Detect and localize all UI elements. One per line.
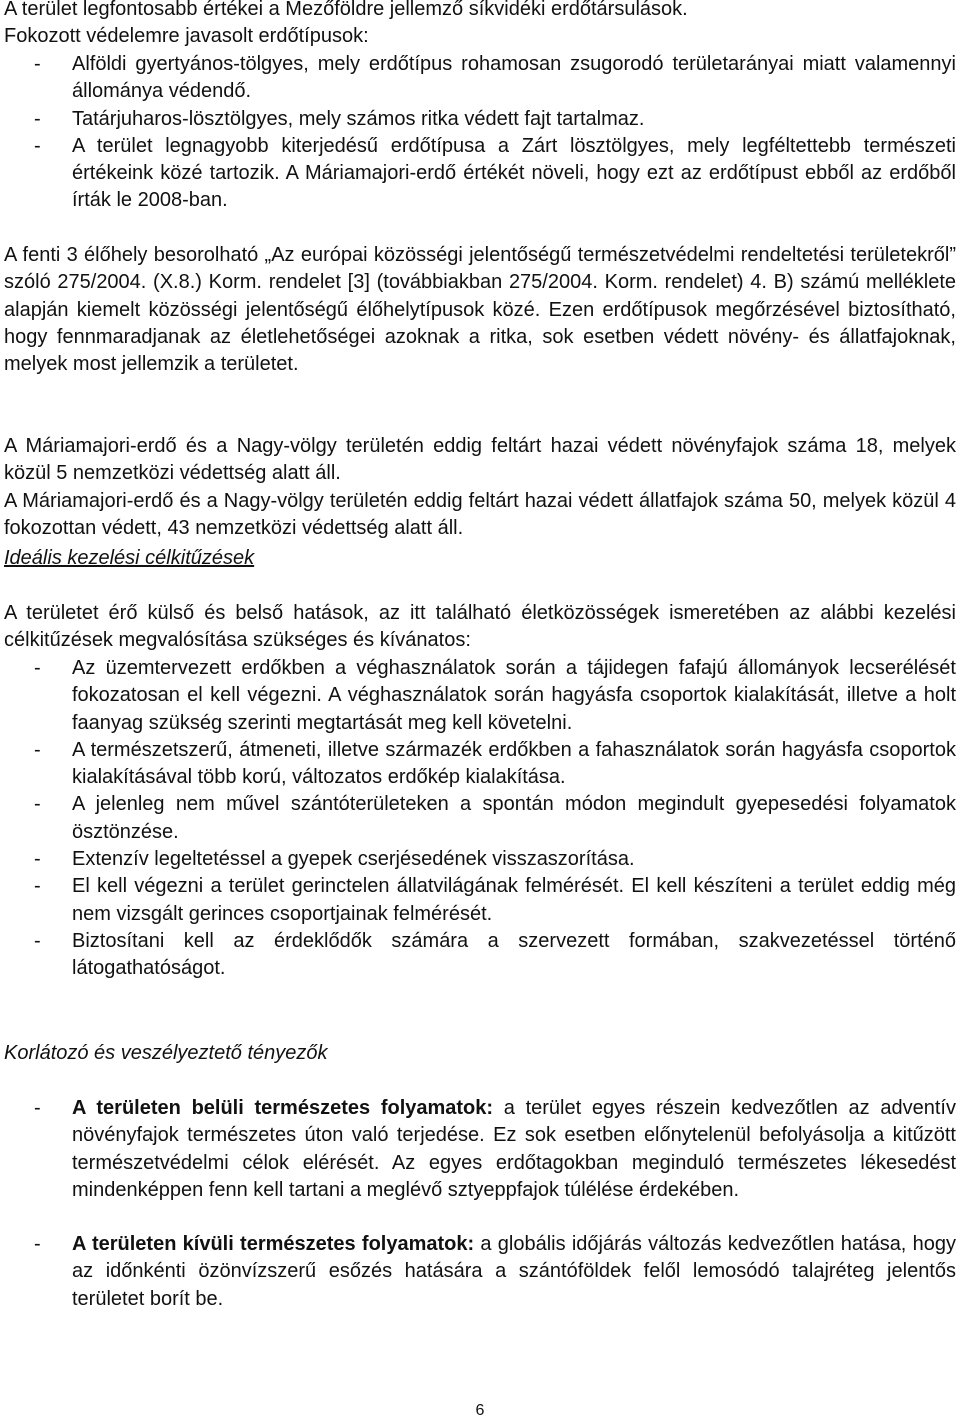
list-item: - Biztosítani kell az érdeklődők számára a szervezett formában, szakvezetéssel történő látogathatóságot. bbox=[34, 929, 956, 980]
intro-list-title: Fokozott védelemre javasolt erdőtípusok: bbox=[4, 25, 369, 47]
intro-paragraph: A terület legfontosabb értékei a Mezőföldre jellemző síkvidéki erdőtársulások. bbox=[4, 0, 688, 20]
list-item: - El kell végezni a terület gerinctelen állatvilágának felmérését. El kell készíteni a terület eddig még nem vizsgált gerinces csoportjainak felmérését. bbox=[34, 875, 956, 925]
plant-species-paragraph: A Máriamajori-erdő és a Nagy-völgy területén eddig feltárt hazai védett növényfajok száma 18, melyek közül 5 nemzetközi védettség alatt áll. bbox=[4, 435, 956, 485]
section-heading: Ideális kezelési célkitűzések bbox=[4, 547, 255, 569]
habitat-paragraph: A fenti 3 élőhely besorolható „Az európai közösségi jelentőségű természetvédelmi rendeltetési területekről” szóló 275/2004. (X.8.) Korm. rendelet [3] (továbbiakban 275/2004. Korm. rendelet) 4. B) számú melléklete alapján kiemelt közösségi jelentőségű élőhelytípusok közé. Ezen erdőtípusok megőrzésével biztosítható, hogy fennmaradjanak az életlehetőségei azoknak a ritka, sok esetben védett növény- és állatfajoknak, melyek most jellemzik a területet. bbox=[4, 244, 956, 376]
animal-species-paragraph: A Máriamajori-erdő és a Nagy-völgy területén eddig feltárt hazai védett állatfajok száma 50, melyek közül 4 fokozottan védett, 43 nemzetközi védettség alatt áll. bbox=[4, 490, 956, 540]
list-item: - A területen belüli természetes folyamatok: a terület egyes részein kedvezőtlen az adventív növényfajok természetes úton való terjedése. Ez sok esetben előnytelenül befolyásolja a kitűzött természetvédelmi célok elérését. Az egyes erdőtagokban meginduló természetes lékesedést mindenképpen fenn kell tartani a meglévő sztyeppfajok túlélése érdekében. bbox=[34, 1097, 956, 1201]
list-item: - Tatárjuharos-lösztölgyes, mely számos ritka védett fajt tartalmaz. bbox=[34, 107, 645, 130]
list-item: - A terület legnagyobb kiterjedésű erdőtípusa a Zárt lösztölgyes, mely legféltettebb természeti értékeink közé tartozik. A Máriamajori-erdő értékét növeli, hogy ezt az erdőtípust ebből az erdőből írták le 2008-ban. bbox=[34, 134, 956, 212]
list-item: - Az üzemtervezett erdőkben a véghasználatok során a tájidegen fafajú állományok lecserélését fokozatosan el kell végezni. A véghasználatok során hagyásfa csoportok kialakítását, illetve a holt faanyag szükség szerinti megtartását meg kell követelni. bbox=[34, 657, 956, 734]
threat-list bbox=[4, 1095, 956, 1313]
forest-type-list bbox=[4, 51, 956, 215]
list-item: - A jelenleg nem művel szántóterületeken a spontán módon megindult gyepesedési folyamatok ösztönzése. bbox=[34, 793, 956, 843]
list-item: - A természetszerű, átmeneti, illetve származék erdőkben a fahasználatok során hagyásfa csoportok kialakításával több korú, változatos erdőkép kialakítása. bbox=[34, 738, 956, 789]
management-goals-list bbox=[4, 655, 956, 983]
section-heading: Korlátozó és veszélyeztető tényezők bbox=[4, 1042, 328, 1064]
list-item: - Alföldi gyertyános-tölgyes, mely erdőtípus rohamosan zsugorodó területarányai miatt valamennyi állománya védendő. bbox=[34, 53, 956, 103]
section-intro: A területet érő külső és belső hatások, az itt található életközösségek ismeretében az alábbi kezelési célkitűzések megvalósítása szükséges és kívánatos: bbox=[4, 602, 956, 652]
list-item: - Extenzív legeltetéssel a gyepek cserjésedének visszaszorítása. bbox=[34, 848, 635, 871]
list-item: - A területen kívüli természetes folyamatok: a globális időjárás változás kedvezőtlen hatása, hogy az időnkénti özönvízszerű esőzés hatására a szántóföldek felől lemosódó talajréteg jelentős területet borít be. bbox=[34, 1233, 956, 1310]
page-number: 6 bbox=[475, 1402, 485, 1419]
